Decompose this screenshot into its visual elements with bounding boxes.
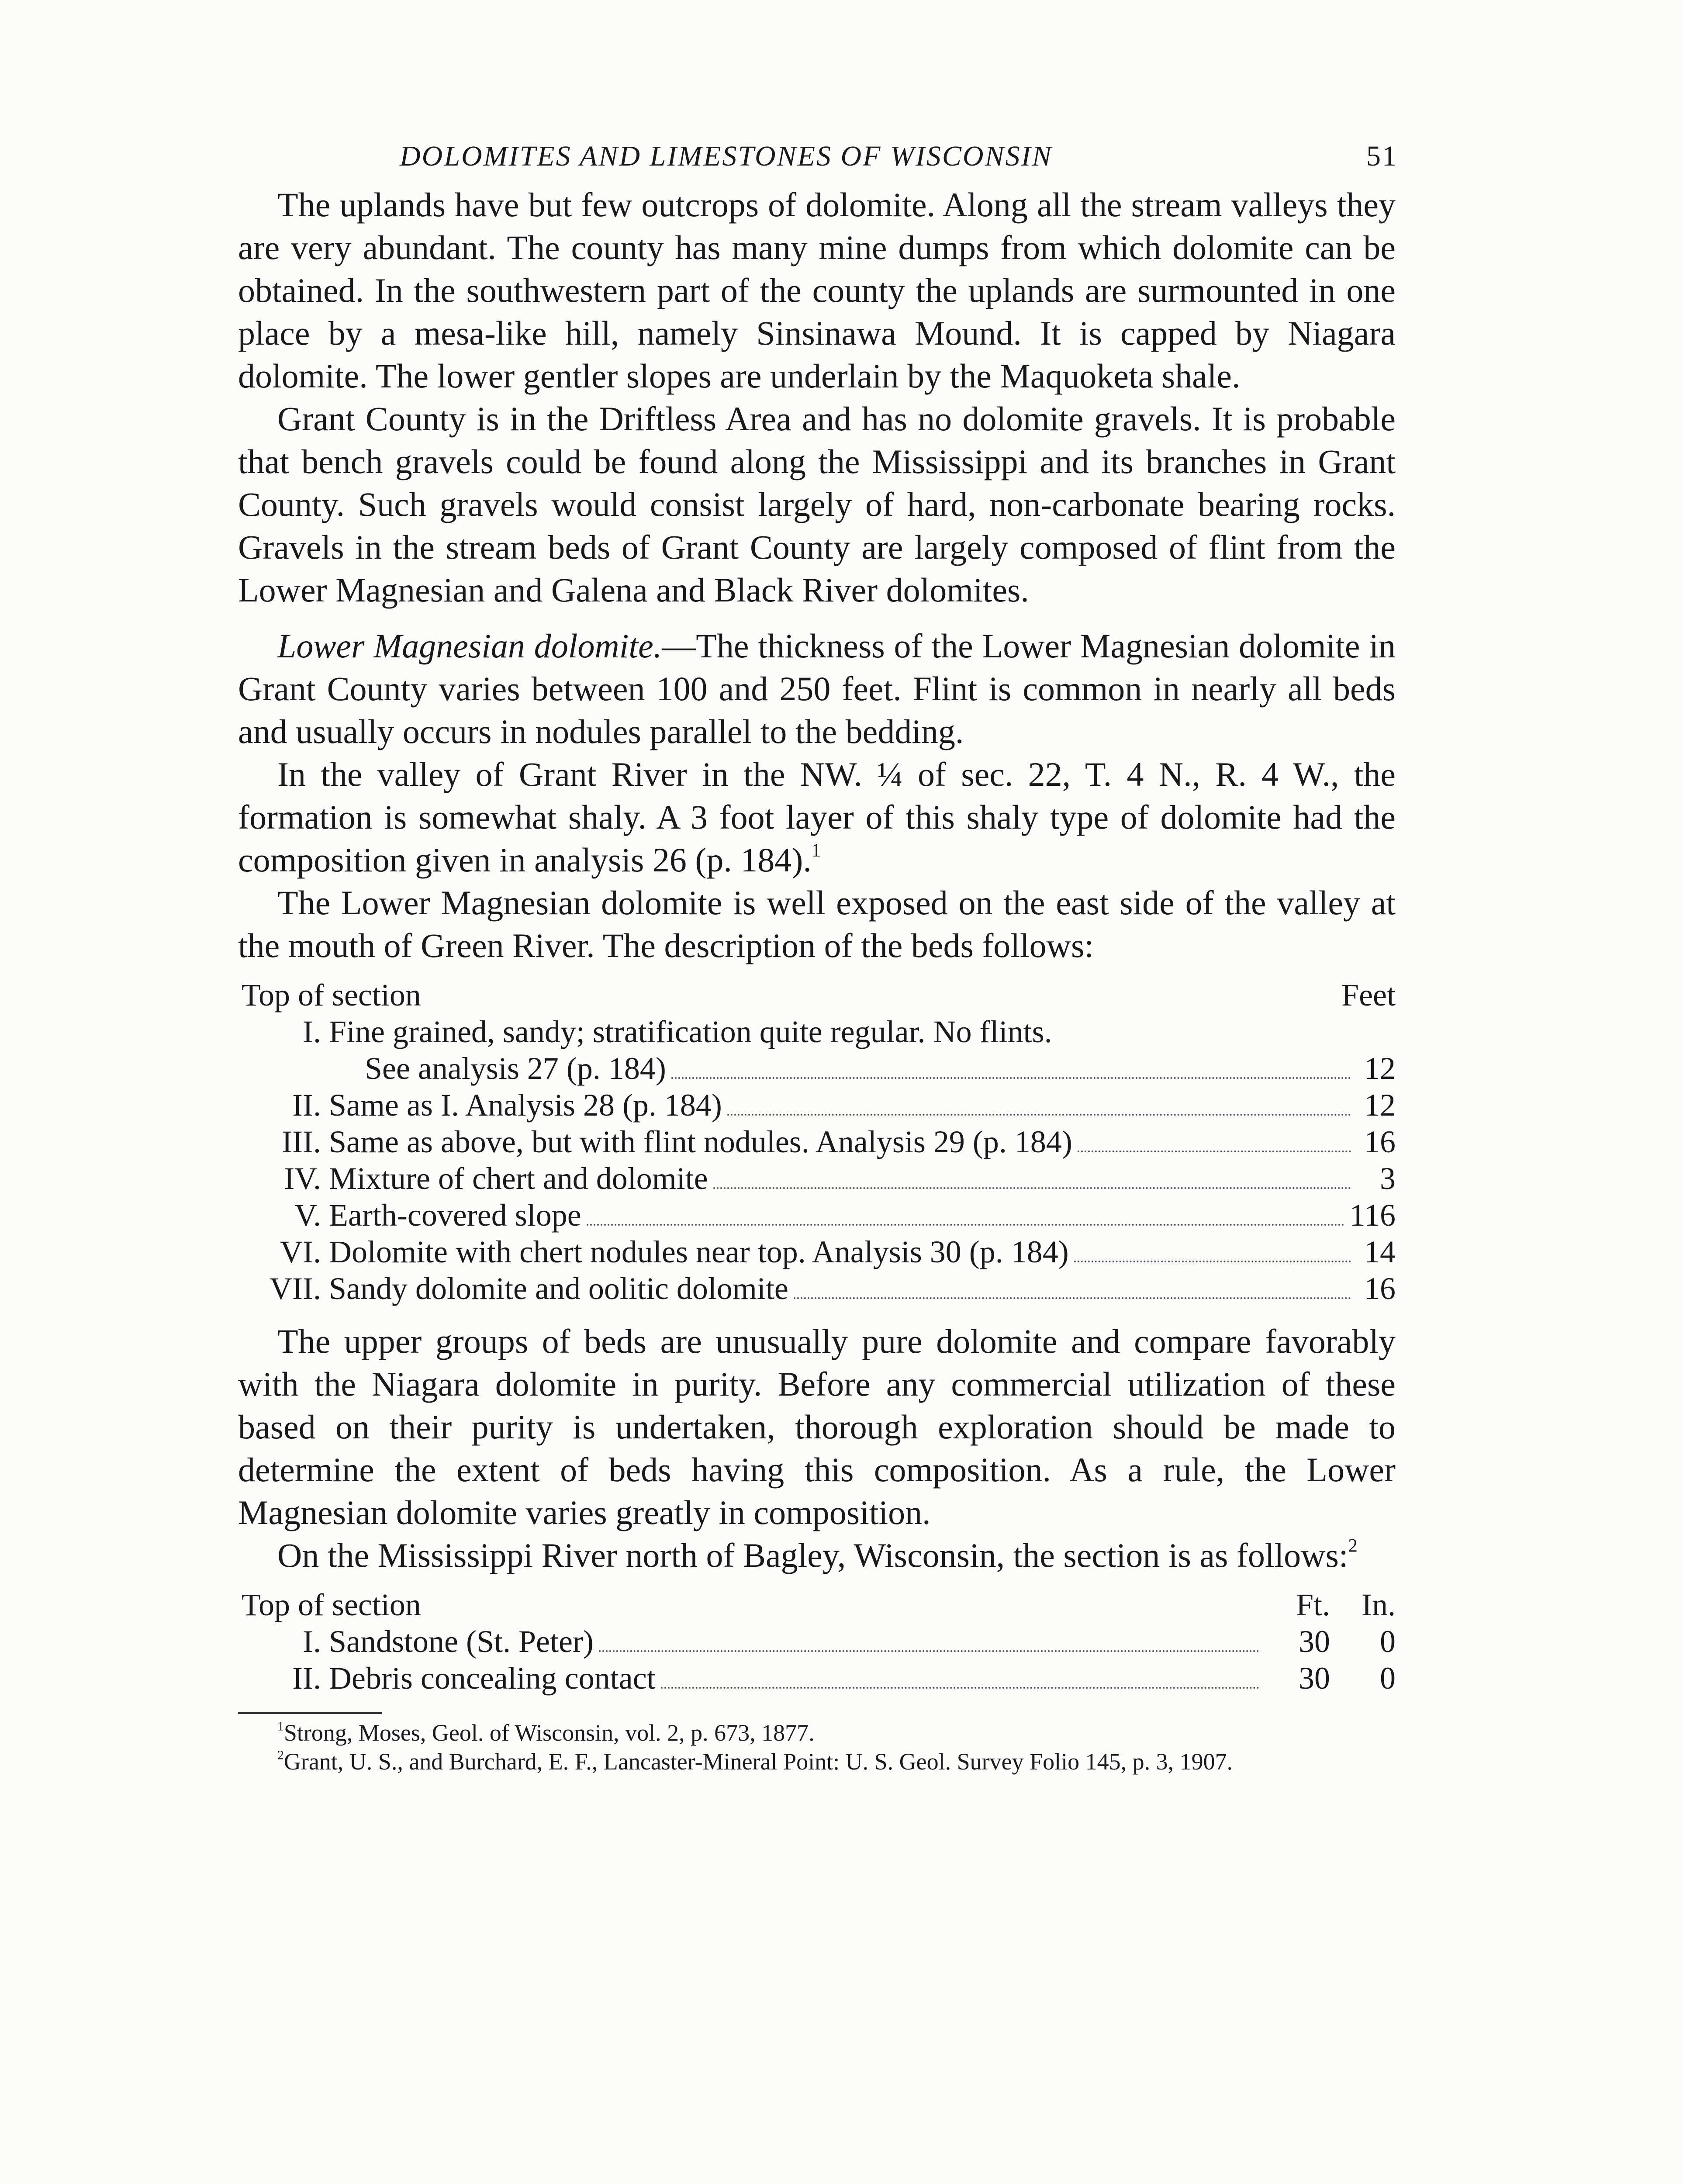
dot-leader [713,1187,1351,1189]
section-row-value: 14 [1364,1234,1396,1269]
section-row-value: 116 [1349,1198,1396,1233]
dot-leader [794,1297,1351,1299]
section-table-header [238,1586,1396,1623]
section-lead-lower-magnesian: Lower Magnesian dolomite. [277,627,662,665]
paragraph-green-river: The Lower Magnesian dolomite is well exposed on the east side of the valley at the mouth of Green River. The description of the beds follows: [238,884,1396,964]
dot-leader [1074,1261,1351,1262]
section-row-text: Mixture of chert and dolomite [329,1161,708,1196]
paragraph-grant-river-text: In the valley of Grant River in the NW. ¼ of sec. 22, T. 4 N., R. 4 W., the formation is somewhat shaly. A 3 foot layer of this shaly type of dolomite had the composition given in analysis 26 (p. 184). [238,755,1396,879]
footnote-ref-2: 2 [1348,1535,1358,1556]
paragraph-lower-magnesian [238,625,1396,753]
section-row [238,1123,1396,1160]
section-row-inches: 0 [1380,1624,1396,1659]
section-row-feet: 30 [1299,1661,1330,1696]
section-table-header-left: Top of section [242,1587,421,1622]
section-row-number: I. [303,1624,321,1659]
section-row-text: See analysis 27 (p. 184) [365,1051,666,1086]
dot-leader [599,1650,1259,1652]
section-row-inches: 0 [1380,1661,1396,1696]
section-row-text: Sandy dolomite and oolitic dolomite [329,1271,788,1306]
header-in: In. [1362,1587,1396,1622]
section-row-feet: 30 [1299,1624,1330,1659]
section-row [238,1087,1396,1123]
section-row-number: III. [282,1124,321,1159]
footnote-text: Strong, Moses, Geol. of Wisconsin, vol. 2, p. 673, 1877. [283,1720,815,1746]
section-row-value: 12 [1364,1051,1396,1086]
page-content [238,131,1396,1776]
section-row-value: 12 [1364,1088,1396,1123]
footnote-divider [238,1712,382,1714]
paragraph-upper-groups: The upper groups of beds are unusually pure dolomite and compare favorably with the Niagara dolomite in purity. Before any commercial utilization of these based on their purity is undertaken, thorough exploration should be made to determine the extent of beds having this composition. As a rule, the Lower Magnesian dolomite varies greatly in composition. [238,1322,1396,1531]
dot-leader [1078,1151,1351,1152]
section-row-value: 3 [1380,1161,1396,1196]
footnote-mark: 2 [277,1748,284,1762]
section-table-header-left: Top of section [242,978,421,1013]
footnote-mark: 1 [277,1719,284,1734]
section-table-header-units [1265,1586,1396,1623]
section-row-number: VII. [270,1271,321,1306]
section-row-number: II. [292,1088,321,1123]
footnote-text: Grant, U. S., and Burchard, E. F., Lancaster-Mineral Point: U. S. Geol. Survey Folio 145, p. 3, 1907. [283,1749,1233,1775]
footnote-ref-1: 1 [811,840,821,861]
section-row-number: IV. [284,1161,321,1196]
footnote [238,1718,1396,1747]
dot-leader [727,1114,1351,1116]
section-row-text: Same as above, but with flint nodules. Analysis 29 (p. 184) [329,1124,1072,1159]
section-row-number: I. [303,1014,321,1049]
section-row-text: Sandstone (St. Peter) [329,1624,594,1659]
section-table-bagley [238,1586,1396,1697]
section-row [238,1197,1396,1234]
paragraph-bagley-text: On the Mississippi River north of Bagley, Wisconsin, the section is as follows: [277,1536,1348,1574]
section-row-continuation [238,1050,1396,1087]
paragraph-lower-magnesian-text: —The thickness of the Lower Magnesian dolomite in Grant County varies between 100 and 250 feet. Flint is common in nearly all beds and usually occurs in nodules parallel to the bedding. [238,627,1396,750]
page-number: 51 [1366,140,1398,172]
running-header [238,131,1396,183]
section-row-text: Debris concealing contact [329,1661,656,1696]
paragraph-bagley [238,1534,1396,1577]
section-row-number: II. [292,1661,321,1696]
paragraph-uplands: The uplands have but few outcrops of dolomite. Along all the stream valleys they are very abundant. The county has many mine dumps from which dolomite can be obtained. In the southwestern part of the county the uplands are surmounted in one place by a mesa-like hill, namely Sinsinawa Mound. It is capped by Niagara dolomite. The lower gentler slopes are underlain by the Maquoketa shale. [238,186,1396,395]
section-row [238,1234,1396,1270]
section-row-value: 16 [1364,1124,1396,1159]
section-row-value: 16 [1364,1271,1396,1306]
section-row [238,1623,1396,1660]
section-row [238,1160,1396,1197]
section-row-text: Dolomite with chert nodules near top. Analysis 30 (p. 184) [329,1234,1069,1269]
section-row [238,1013,1396,1050]
dot-leader [587,1224,1344,1226]
paragraph-driftless-area: Grant County is in the Driftless Area and has no dolomite gravels. It is probable that bench gravels could be found along the Mississippi and its branches in Grant County. Such gravels would consist largely of hard, non-carbonate bearing rocks. Gravels in the stream beds of Grant County are largely composed of flint from the Lower Magnesian and Galena and Black River dolomites. [238,400,1396,609]
section-table-green-river [238,977,1396,1307]
header-ft: Ft. [1296,1587,1330,1622]
section-row-number: V. [294,1198,321,1233]
dot-leader [671,1077,1351,1079]
section-row-text: Earth-covered slope [329,1198,581,1233]
footnote [238,1747,1396,1776]
section-row-text: Same as I. Analysis 28 (p. 184) [329,1088,722,1123]
dot-leader [661,1687,1259,1689]
paragraph-grant-river [238,753,1396,881]
footnotes [238,1718,1396,1776]
section-row-number: VI. [280,1234,321,1269]
section-row [238,1270,1396,1307]
section-table-header-unit: Feet [1341,978,1396,1013]
section-row-text: Fine grained, sandy; stratification quite regular. No flints. [329,1014,1052,1049]
section-table-header [238,977,1396,1013]
section-row [238,1660,1396,1697]
running-title: DOLOMITES AND LIMESTONES OF WISCONSIN [400,140,1053,172]
